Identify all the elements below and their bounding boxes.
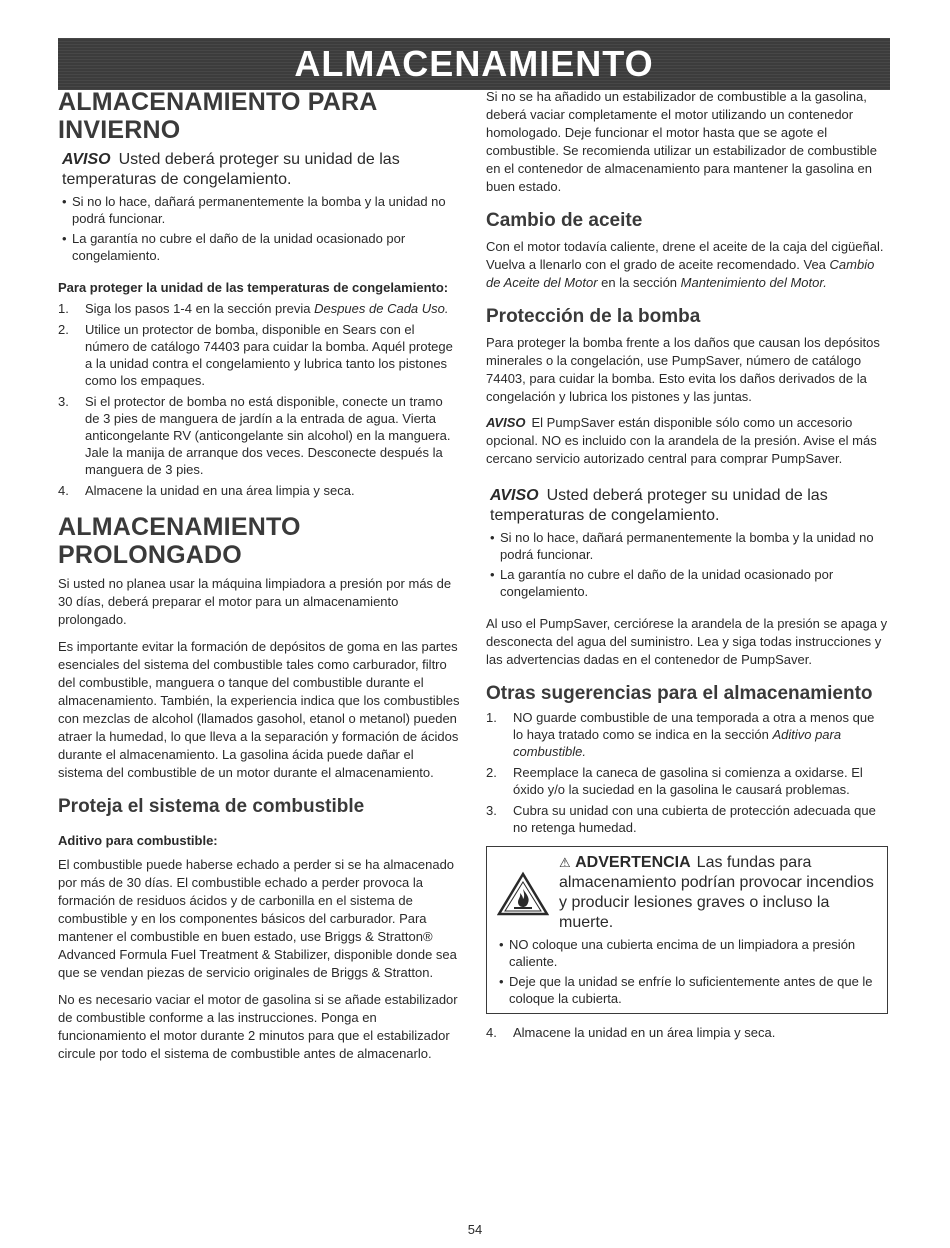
step-text: Utilice un protector de bomba, disponible en Sears con el número de catálogo 74403 para cuidar la bomba. Aquél protege a la unidad contra el congelamiento y lubrica tanto los pistones como los empaques. <box>85 322 453 388</box>
list-item <box>58 300 460 317</box>
oil-change-paragraph <box>486 238 888 292</box>
fuel-additive-subheading: Aditivo para combustible: <box>58 833 218 848</box>
step-text: NO guarde combustible de una temporada a otra a menos que lo haya tratado como se indica en la sección <box>513 710 875 742</box>
step-text: Si el protector de bomba no está disponible, conecte un tramo de 3 pies de manguera de jardín a la entrada de agua. Vierta anticongelante RV (anticongelante sin alcohol) en la manguera. Jale la manija de arranque dos veces. Desconecte después la manguera de 3 pies. <box>85 394 451 477</box>
warning-header <box>497 853 879 933</box>
oil-change-heading: Cambio de aceite <box>486 210 643 231</box>
step-text: Almacene la unidad en una área limpia y seca. <box>85 483 355 498</box>
warning-title: ADVERTENCIA <box>575 854 691 871</box>
list-item <box>58 482 460 499</box>
step-ref: Despues de Cada Uso. <box>314 301 449 316</box>
aviso-label: AVISO <box>62 151 111 168</box>
prolonged-storage-heading: ALMACENAMIENTO PROLONGADO <box>58 513 301 569</box>
list-item: • La garantía no cubre el daño de la unidad ocasionado por congelamiento. <box>488 566 888 600</box>
aviso-text: El PumpSaver están disponible sólo como un accesorio opcional. NO es incluido con la arandela de la presión. Avise el más cercano servicio autorizado central para comprar PumpSaver. <box>486 415 877 466</box>
list-item <box>486 709 888 760</box>
pump-bullets <box>486 529 888 600</box>
aviso-label: AVISO <box>486 415 526 430</box>
list-item <box>58 321 460 389</box>
other-tips-heading: Otras sugerencias para el almacenamiento <box>486 683 873 704</box>
pump-paragraph-2: Al uso el PumpSaver, cerciórese la arandela de la presión se apaga y desconecta del agua del suministro. Lea y siga todas instrucciones y las advertencias dadas en el contenedor de PumpSaver. <box>486 616 888 667</box>
pump-paragraph-1: Para proteger la bomba frente a los daños que causan los depósitos minerales o la congelación, use PumpSaver, número de catálogo 74403, para cuidar la bomba. Esto evita los daños derivados de la congelación y lubrica los pistones y las juntas. <box>486 335 880 404</box>
list-item: • Deje que la unidad se enfríe lo suficientemente antes de que le coloque la cubierta. <box>497 973 879 1007</box>
list-item: • NO coloque una cubierta encima de un limpiadora a presión caliente. <box>497 936 879 970</box>
step-number: 3. <box>58 394 69 409</box>
warning-small-icon: ⚠ <box>559 855 571 870</box>
oil-text-2: en la sección <box>597 275 681 290</box>
list-item <box>486 1024 888 1041</box>
section-banner <box>58 38 890 90</box>
prolonged-paragraph-2: Es importante evitar la formación de depósitos de goma en las partes esenciales del sistema del combustible tales como carburador, filtro del combustible, manguera o tanque del combustible durante el almacenamiento. También, la experiencia indica que los combustibles con mezclas de alcohol (llamados gasohol, etanol o metanol) pueden atraer la humedad, lo que lleva a la separación y formación de ácidos durante el almacenamiento. La gasolina ácida puede dañar el sistema del combustible de un motor durante el almacenamiento. <box>58 639 460 780</box>
step-number: 3. <box>486 803 497 818</box>
warning-message: Las fundas para almacenamiento podrían provocar incendios y producir lesiones graves o incluso la muerte. <box>559 854 874 931</box>
prolonged-paragraph-1: Si usted no planea usar la máquina limpiadora a presión por más de 30 días, deberá preparar el motor para un almacenamiento prolongado. <box>58 576 452 627</box>
list-item: • Si no lo hace, dañará permanentemente la bomba y la unidad no podrá funcionar. <box>60 193 460 227</box>
pump-protection-heading: Protección de la bomba <box>486 306 701 327</box>
fire-hazard-icon <box>497 871 553 933</box>
warning-bullets <box>497 936 879 1007</box>
drain-intro-paragraph: Si no se ha añadido un estabilizador de combustible a la gasolina, deberá vaciar completamente el motor utilizando un contenedor homologado. Deje funcionar el motor hasta que se agote el combustible. Se recomienda utilizar un estabilizador de combustible en el contenedor de almacenamiento para mantener la gasolina en buen estado. <box>486 89 877 194</box>
step-text: Cubra su unidad con una cubierta de protección adecuada que no retenga humedad. <box>513 803 876 835</box>
step-text: Almacene la unidad en un área limpia y seca. <box>513 1025 776 1040</box>
winter-aviso <box>58 150 460 190</box>
step-text: Siga los pasos 1-4 en la sección previa <box>85 301 315 316</box>
list-item <box>58 393 460 478</box>
warning-box <box>486 846 888 1014</box>
winter-bullets <box>58 193 460 264</box>
step-number: 4. <box>58 483 69 498</box>
list-item <box>486 764 888 798</box>
winter-storage-heading: ALMACENAMIENTO PARA INVIERNO <box>58 88 377 144</box>
banner-title: ALMACENAMIENTO <box>294 43 654 84</box>
step-number: 1. <box>486 710 497 725</box>
winter-steps <box>58 300 460 499</box>
fuel-paragraph-1: El combustible puede haberse echado a perder si se ha almacenado por más de 30 días. El combustible echado a perder provoca la formación de residuos ácidos y de carbonilla en el sistema de combustible y en los componentes básicos del carburador. Para mantener el combustible en buen estado, use Briggs & Stratton® Advanced Formula Fuel Treatment & Stabilizer, disponible donde sea que se vendan piezas de servicio originales de Briggs & Stratton. <box>58 857 457 980</box>
warning-text <box>559 853 879 933</box>
oil-ref-2: Mantenimiento del Motor. <box>680 275 827 290</box>
fuel-system-heading: Proteja el sistema de combustible <box>58 796 365 817</box>
aviso-text: Usted deberá proteger su unidad de las temperaturas de congelamiento. <box>62 151 400 188</box>
aviso-text: Usted deberá proteger su unidad de las temperaturas de congelamiento. <box>490 487 828 524</box>
pump-aviso-2 <box>486 486 888 526</box>
tips-steps <box>486 709 888 836</box>
step-number: 2. <box>486 765 497 780</box>
list-item: • Si no lo hace, dañará permanentemente la bomba y la unidad no podrá funcionar. <box>488 529 888 563</box>
protect-heading: Para proteger la unidad de las temperaturas de congelamiento: <box>58 280 449 295</box>
step-text: Reemplace la caneca de gasolina si comienza a oxidarse. El óxido y/o la suciedad en la gasolina le causará problemas. <box>513 765 863 797</box>
step-number: 4. <box>486 1025 497 1040</box>
left-column <box>58 88 460 1063</box>
oil-text: Con el motor todavía caliente, drene el aceite de la caja del cigüeñal. Vuelva a llenarlo con el grado de aceite recomendado. Vea <box>486 239 884 272</box>
tips-step-4 <box>486 1024 888 1041</box>
page-number: 54 <box>467 1222 483 1237</box>
step-number: 1. <box>58 301 69 316</box>
fuel-paragraph-2: No es necesario vaciar el motor de gasolina si se añade estabilizador de combustible conforme a las instrucciones. Ponga en funcionamiento el motor durante 2 minutos para que el estabilizador circule por todo el sistema de combustible antes de almacenarlo. <box>58 992 458 1061</box>
right-column <box>486 88 888 1041</box>
step-ref: Aditivo para combustible. <box>513 727 842 759</box>
pump-aviso <box>486 414 888 468</box>
oil-ref: Cambio de Aceite del Motor <box>486 257 875 290</box>
list-item: • La garantía no cubre el daño de la unidad ocasionado por congelamiento. <box>60 230 460 264</box>
step-number: 2. <box>58 322 69 337</box>
aviso-label: AVISO <box>490 487 539 504</box>
list-item <box>486 802 888 836</box>
